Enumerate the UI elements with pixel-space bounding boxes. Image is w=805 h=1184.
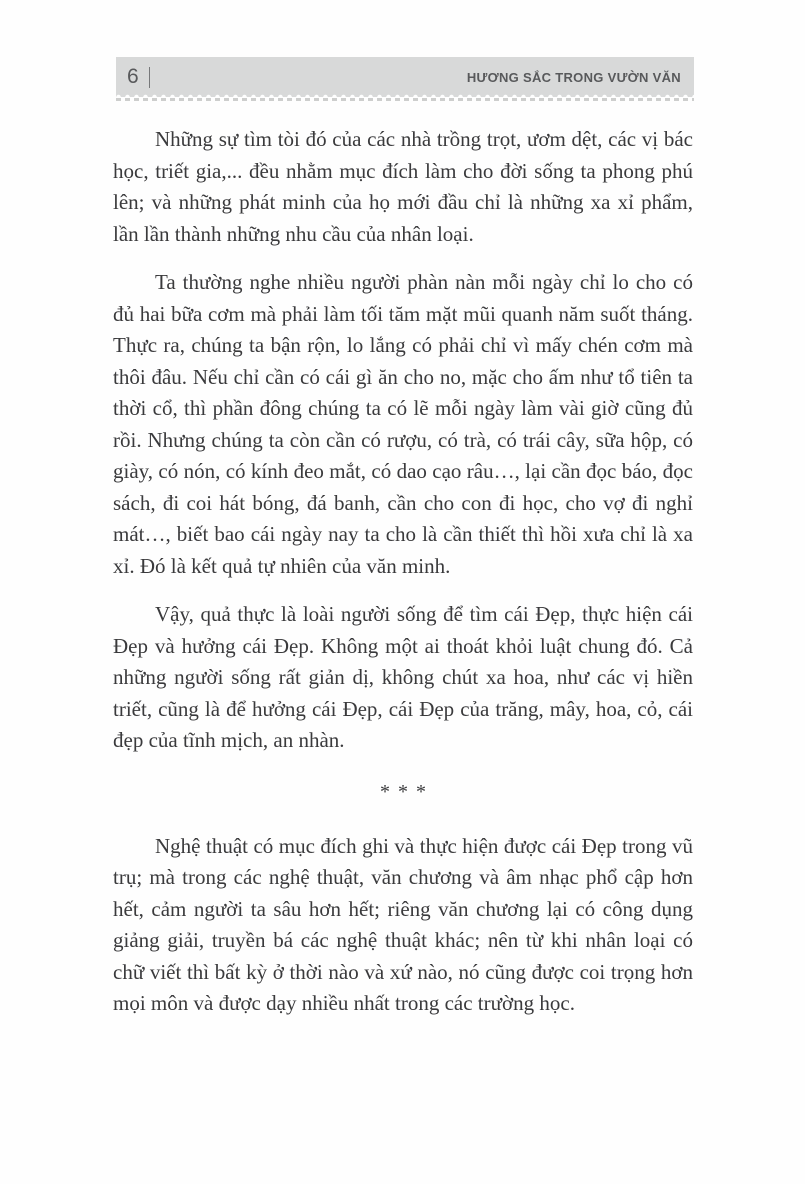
page-header [116, 57, 694, 97]
paragraph-3: Vậy, quả thực là loài người sống để tìm cái Đẹp, thực hiện cái Đẹp và hưởng cái Đẹp. Không một ai thoát khỏi luật chung đó. Cả những người sống rất giản dị, không chút xa hoa, như các vị hiền triết, cũng là để hưởng cái Đẹp, cái Đẹp của trăng, mây, hoa, cỏ, cái đẹp của tĩnh mịch, an nhàn. [113, 602, 693, 752]
paragraph-2: Ta thường nghe nhiều người phàn nàn mỗi ngày chỉ lo cho có đủ hai bữa cơm mà phải làm tối tăm mặt mũi quanh năm suốt tháng. Thực ra, chúng ta bận rộn, lo lắng có phải chỉ vì mấy chén cơm mà thôi đâu. Nếu chỉ cần có cái gì ăn cho no, mặc cho ấm như tổ tiên ta thời cổ, thì phần đông chúng ta có lẽ mỗi ngày làm vài giờ cũng đủ rồi. Nhưng chúng ta còn cần có rượu, có trà, có trái cây, sữa hộp, có giày, có nón, có kính đeo mắt, có dao cạo râu…, lại cần đọc báo, đọc sách, đi coi hát bóng, đá banh, cần cho con đi học, cho vợ đi nghỉ mát…, biết bao cái ngày nay ta cho là cần thiết thì hồi xưa chỉ là xa xỉ. Đó là kết quả tự nhiên của văn minh. [113, 270, 693, 578]
page-number-value: 6 [127, 65, 139, 88]
paragraph-4: Nghệ thuật có mục đích ghi và thực hiện được cái Đẹp trong vũ trụ; mà trong các nghệ thuật, văn chương và âm nhạc phổ cập hơn hết, cảm người ta sâu hơn hết; riêng văn chương lại có công dụng giảng giải, truyền bá các nghệ thuật khác; nên từ khi nhân loại có chữ viết thì bất kỳ ở thời nào và xứ nào, nó cũng được coi trọng hơn mọi môn và được dạy nhiều nhất trong các trường học. [113, 833, 693, 1015]
page-number [127, 65, 150, 89]
book-title: HƯƠNG SẮC TRONG VƯỜN VĂN [466, 69, 681, 85]
paragraph-1: Những sự tìm tòi đó của các nhà trồng trọt, ươm dệt, các vị bác học, triết gia,... đều nhằm mục đích làm cho đời sống ta phong phú lên; và những phát minh của họ mới đầu chỉ là những xa xỉ phẩm, lần lần thành những nhu cầu của nhân loại. [113, 127, 693, 246]
section-separator: *** [380, 780, 434, 803]
page-content [113, 124, 693, 1037]
page-number-divider [149, 67, 151, 88]
